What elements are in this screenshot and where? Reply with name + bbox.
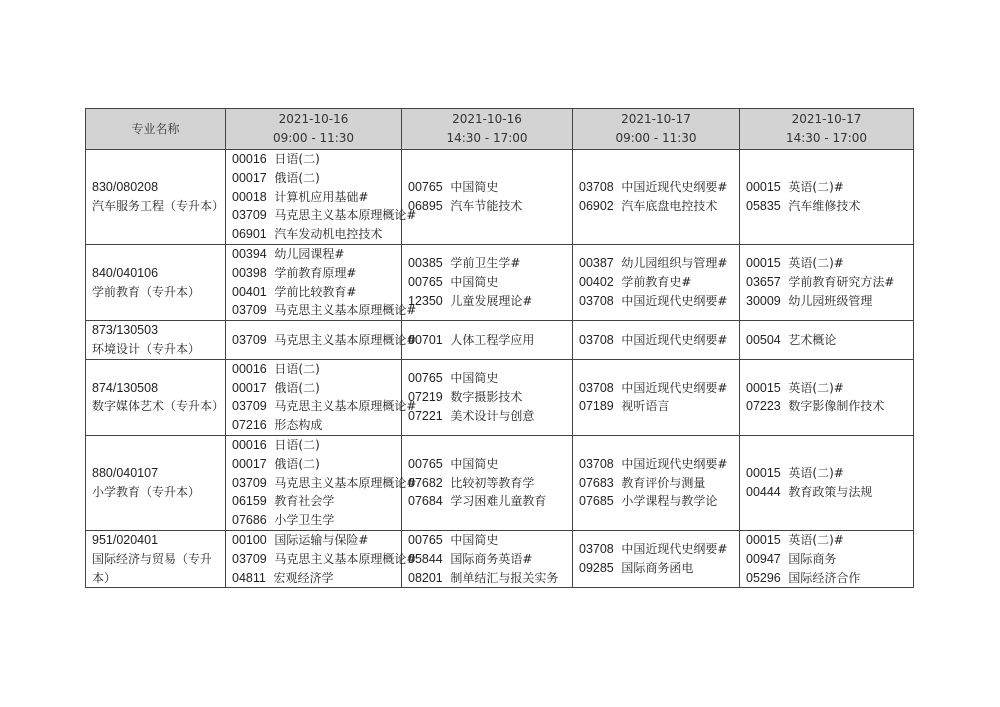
course-code: 07223 — [746, 399, 781, 414]
course-name: 幼儿园组织与管理# — [621, 256, 728, 271]
course-code: 00394 — [232, 246, 267, 261]
major-code: 874/130508 — [92, 380, 159, 395]
course-entry — [408, 569, 566, 588]
course-code: 00765 — [408, 275, 443, 290]
major-code: 873/130503 — [92, 323, 159, 338]
course-entry — [408, 388, 566, 407]
course-entry — [579, 397, 733, 416]
course-entry — [232, 188, 395, 207]
session-cell — [573, 530, 740, 587]
course-code: 00504 — [746, 332, 781, 347]
course-entry — [579, 492, 733, 511]
course-entry — [232, 511, 395, 530]
course-entry — [579, 292, 733, 311]
course-entry — [232, 150, 395, 169]
course-entry — [232, 397, 417, 416]
course-name: 日语(二) — [274, 437, 320, 452]
course-code: 00401 — [232, 284, 267, 299]
course-entry — [408, 197, 566, 216]
course-code: 00017 — [232, 170, 267, 185]
course-name: 小学课程与教学论 — [621, 494, 718, 509]
course-name: 人体工程学应用 — [450, 332, 535, 347]
course-code: 00765 — [408, 456, 443, 471]
course-entry — [232, 169, 395, 188]
course-code: 03709 — [232, 399, 267, 414]
table-row — [86, 321, 914, 360]
course-entry — [232, 301, 417, 320]
course-entry — [232, 569, 395, 588]
course-entry — [232, 379, 395, 398]
course-entry — [408, 292, 566, 311]
course-name: 中国简史 — [450, 532, 499, 547]
course-code: 00016 — [232, 437, 267, 452]
course-entry — [746, 254, 907, 273]
course-name: 马克思主义基本原理概论# — [274, 475, 417, 490]
course-name: 汽车维修技术 — [788, 198, 861, 213]
course-name: 教育政策与法规 — [788, 484, 873, 499]
course-code: 07219 — [408, 389, 443, 404]
course-entry — [232, 436, 395, 455]
course-name: 日语(二) — [274, 361, 320, 376]
course-name: 计算机应用基础# — [274, 189, 369, 204]
major-name: 小学教育（专升本） — [92, 484, 201, 499]
course-code: 00015 — [746, 256, 781, 271]
course-name: 教育社会学 — [274, 494, 335, 509]
course-entry — [746, 550, 907, 569]
course-code: 03708 — [579, 542, 614, 557]
major-code: 840/040106 — [92, 265, 159, 280]
course-name: 宏观经济学 — [273, 570, 334, 585]
course-entry — [746, 273, 907, 292]
course-entry — [232, 225, 395, 244]
session-cell — [402, 150, 573, 245]
course-code: 12350 — [408, 293, 443, 308]
course-name: 教育评价与测量 — [621, 475, 706, 490]
session-date: 2021-10-17 — [621, 112, 691, 126]
course-name: 马克思主义基本原理概论# — [274, 551, 417, 566]
session-column-header — [402, 109, 573, 150]
course-code: 05296 — [746, 570, 781, 585]
major-cell — [86, 435, 226, 530]
course-name: 俄语(二) — [274, 456, 320, 471]
table-row — [86, 435, 914, 530]
course-entry — [746, 331, 907, 350]
course-code: 00015 — [746, 380, 781, 395]
exam-schedule-table — [85, 108, 914, 588]
course-code: 06901 — [232, 227, 267, 242]
course-name: 学前教育原理# — [274, 265, 357, 280]
session-cell — [573, 321, 740, 360]
course-name: 英语(二)# — [788, 532, 844, 547]
course-entry — [408, 178, 566, 197]
course-name: 国际商务函电 — [621, 561, 694, 576]
course-name: 中国简史 — [450, 275, 499, 290]
course-name: 国际经济合作 — [788, 570, 861, 585]
course-code: 07221 — [408, 408, 443, 423]
course-code: 03709 — [232, 551, 267, 566]
course-entry — [579, 559, 733, 578]
course-entry — [232, 492, 395, 511]
major-cell — [86, 244, 226, 320]
course-code: 07685 — [579, 494, 614, 509]
course-name: 中国近现代史纲要# — [621, 293, 728, 308]
course-code: 00015 — [746, 180, 781, 195]
course-entry — [232, 474, 417, 493]
course-code: 00765 — [408, 532, 443, 547]
course-code: 00387 — [579, 256, 614, 271]
session-cell — [226, 435, 417, 530]
course-code: 03708 — [579, 332, 614, 347]
major-name: 学前教育（专升本） — [92, 284, 201, 299]
course-entry — [579, 178, 733, 197]
course-code: 00018 — [232, 189, 267, 204]
course-name: 中国简史 — [450, 371, 499, 386]
session-cell — [226, 530, 417, 587]
course-entry — [232, 455, 395, 474]
table-row — [86, 244, 914, 320]
course-entry — [579, 379, 733, 398]
course-code: 07682 — [408, 475, 443, 490]
course-name: 汽车节能技术 — [450, 198, 523, 213]
session-cell — [740, 244, 914, 320]
course-name: 小学卫生学 — [274, 513, 335, 528]
course-name: 国际商务英语# — [450, 551, 533, 566]
course-code: 07686 — [232, 513, 267, 528]
course-name: 马克思主义基本原理概论# — [274, 399, 417, 414]
session-cell — [740, 150, 914, 245]
course-name: 幼儿园课程# — [274, 246, 345, 261]
table-row — [86, 359, 914, 435]
course-entry — [232, 550, 417, 569]
major-cell — [86, 150, 226, 245]
session-time: 14:30 - 17:00 — [785, 131, 868, 145]
course-entry — [746, 379, 907, 398]
course-code: 03708 — [579, 293, 614, 308]
course-name: 英语(二)# — [788, 180, 844, 195]
major-name: 国际经济与贸易（专升本） — [92, 551, 213, 585]
course-code: 03709 — [232, 303, 267, 318]
course-code: 00017 — [232, 456, 267, 471]
course-name: 国际商务 — [788, 551, 837, 566]
session-date: 2021-10-17 — [791, 112, 862, 126]
course-entry — [579, 455, 733, 474]
course-entry — [408, 273, 566, 292]
course-name: 制单结汇与报关实务 — [450, 570, 559, 585]
course-entry — [579, 540, 733, 559]
session-cell — [740, 530, 914, 587]
course-name: 学前比较教育# — [274, 284, 357, 299]
course-code: 00701 — [408, 332, 443, 347]
table-row — [86, 150, 914, 245]
course-name: 英语(二)# — [788, 256, 844, 271]
course-code: 00100 — [232, 532, 267, 547]
session-cell — [573, 435, 740, 530]
course-entry — [408, 531, 566, 550]
course-code: 04811 — [232, 570, 266, 585]
course-name: 中国近现代史纲要# — [621, 332, 728, 347]
course-code: 00765 — [408, 180, 443, 195]
course-entry — [408, 474, 566, 493]
course-code: 07216 — [232, 418, 267, 433]
course-entry — [746, 569, 907, 588]
course-code: 05835 — [746, 198, 781, 213]
course-code: 03657 — [746, 275, 781, 290]
session-cell — [402, 435, 573, 530]
course-code: 03708 — [579, 380, 614, 395]
course-name: 比较初等教育学 — [450, 475, 535, 490]
major-column-header: 专业名称 — [86, 109, 226, 150]
course-name: 马克思主义基本原理概论# — [274, 208, 417, 223]
course-name: 学前卫生学# — [450, 256, 521, 271]
session-cell — [573, 359, 740, 435]
course-code: 05844 — [408, 551, 443, 566]
session-cell — [573, 150, 740, 245]
course-name: 形态构成 — [274, 418, 323, 433]
course-code: 03709 — [232, 475, 267, 490]
session-cell — [402, 244, 573, 320]
course-entry — [579, 273, 733, 292]
session-cell — [402, 321, 573, 360]
course-name: 马克思主义基本原理概论# — [274, 332, 417, 347]
session-cell — [402, 530, 573, 587]
major-cell — [86, 530, 226, 587]
session-date: 2021-10-16 — [452, 112, 522, 126]
session-cell — [226, 321, 417, 360]
course-entry — [579, 331, 733, 350]
course-code: 03708 — [579, 180, 614, 195]
course-entry — [408, 369, 566, 388]
course-name: 中国近现代史纲要# — [621, 380, 728, 395]
course-code: 00444 — [746, 484, 781, 499]
session-time: 09:00 - 11:30 — [272, 131, 355, 145]
course-code: 07683 — [579, 475, 614, 490]
course-code: 06895 — [408, 198, 443, 213]
course-entry — [408, 407, 566, 426]
course-name: 英语(二)# — [788, 466, 844, 481]
course-code: 30009 — [746, 293, 781, 308]
course-entry — [232, 360, 395, 379]
course-name: 中国简史 — [450, 180, 499, 195]
schedule-body — [86, 150, 914, 588]
session-cell — [226, 150, 417, 245]
course-entry — [232, 206, 417, 225]
course-name: 俄语(二) — [274, 170, 320, 185]
course-code: 06902 — [579, 198, 614, 213]
course-entry — [746, 531, 907, 550]
course-entry — [746, 464, 907, 483]
session-cell — [573, 244, 740, 320]
course-entry — [746, 483, 907, 502]
session-column-header — [740, 109, 914, 150]
session-cell — [740, 435, 914, 530]
course-name: 俄语(二) — [274, 380, 320, 395]
course-entry — [408, 254, 566, 273]
major-name: 环境设计（专升本） — [92, 341, 201, 356]
header-row — [86, 109, 914, 150]
course-code: 06159 — [232, 494, 267, 509]
course-code: 00016 — [232, 152, 267, 166]
course-entry — [232, 331, 417, 350]
course-code: 00765 — [408, 371, 443, 386]
course-entry — [579, 254, 733, 273]
session-cell — [226, 359, 417, 435]
table-row — [86, 530, 914, 587]
course-name: 学前教育史# — [621, 275, 692, 290]
session-column-header — [226, 109, 402, 150]
course-entry — [579, 474, 733, 493]
course-code: 00015 — [746, 532, 781, 547]
course-entry — [746, 197, 907, 216]
course-name: 中国近现代史纲要# — [621, 180, 728, 195]
course-name: 数字摄影技术 — [450, 389, 523, 404]
major-code: 830/080208 — [92, 180, 159, 195]
course-name: 数字影像制作技术 — [788, 399, 885, 414]
course-entry — [232, 283, 395, 302]
course-name: 中国简史 — [450, 456, 499, 471]
course-code: 00016 — [232, 361, 267, 376]
course-name: 幼儿园班级管理 — [788, 293, 873, 308]
course-name: 汽车底盘电控技术 — [621, 198, 718, 213]
course-entry — [232, 264, 395, 283]
course-code: 09285 — [579, 561, 614, 576]
session-cell — [740, 359, 914, 435]
course-entry — [579, 197, 733, 216]
course-code: 07684 — [408, 494, 443, 509]
course-code: 00385 — [408, 256, 443, 271]
course-name: 汽车发动机电控技术 — [274, 227, 383, 242]
course-name: 中国近现代史纲要# — [621, 542, 728, 557]
course-code: 03708 — [579, 456, 614, 471]
course-code: 00017 — [232, 380, 267, 395]
course-name: 日语(二) — [274, 152, 320, 166]
course-entry — [232, 416, 395, 435]
course-entry — [408, 455, 566, 474]
course-entry — [746, 292, 907, 311]
course-name: 儿童发展理论# — [450, 293, 533, 308]
course-name: 马克思主义基本原理概论# — [274, 303, 417, 318]
course-name: 学前教育研究方法# — [788, 275, 895, 290]
session-column-header — [573, 109, 740, 150]
course-entry — [232, 245, 395, 264]
course-code: 00947 — [746, 551, 781, 566]
course-name: 国际运输与保险# — [274, 532, 369, 547]
course-entry — [232, 531, 395, 550]
session-time: 09:00 - 11:30 — [615, 131, 697, 145]
course-code: 03709 — [232, 332, 267, 347]
course-name: 中国近现代史纲要# — [621, 456, 728, 471]
major-code: 880/040107 — [92, 466, 159, 481]
session-cell — [226, 244, 417, 320]
course-entry — [746, 178, 907, 197]
course-name: 视听语言 — [621, 399, 670, 414]
course-code: 08201 — [408, 570, 443, 585]
course-code: 00015 — [746, 466, 781, 481]
course-name: 学习困难儿童教育 — [450, 494, 547, 509]
major-name: 汽车服务工程（专升本） — [92, 198, 225, 213]
course-entry — [746, 397, 907, 416]
major-cell — [86, 359, 226, 435]
course-entry — [408, 492, 566, 511]
course-code: 03709 — [232, 208, 267, 223]
course-code: 00402 — [579, 275, 614, 290]
course-code: 07189 — [579, 399, 614, 414]
session-date: 2021-10-16 — [278, 112, 349, 126]
major-name: 数字媒体艺术（专升本） — [92, 399, 225, 414]
course-entry — [408, 550, 566, 569]
course-code: 00398 — [232, 265, 267, 280]
session-cell — [740, 321, 914, 360]
major-cell — [86, 321, 226, 360]
course-name: 艺术概论 — [788, 332, 837, 347]
session-time: 14:30 - 17:00 — [446, 131, 528, 145]
course-name: 英语(二)# — [788, 380, 844, 395]
course-name: 美术设计与创意 — [450, 408, 535, 423]
session-cell — [402, 359, 573, 435]
course-entry — [408, 331, 566, 350]
major-code: 951/020401 — [92, 532, 159, 547]
